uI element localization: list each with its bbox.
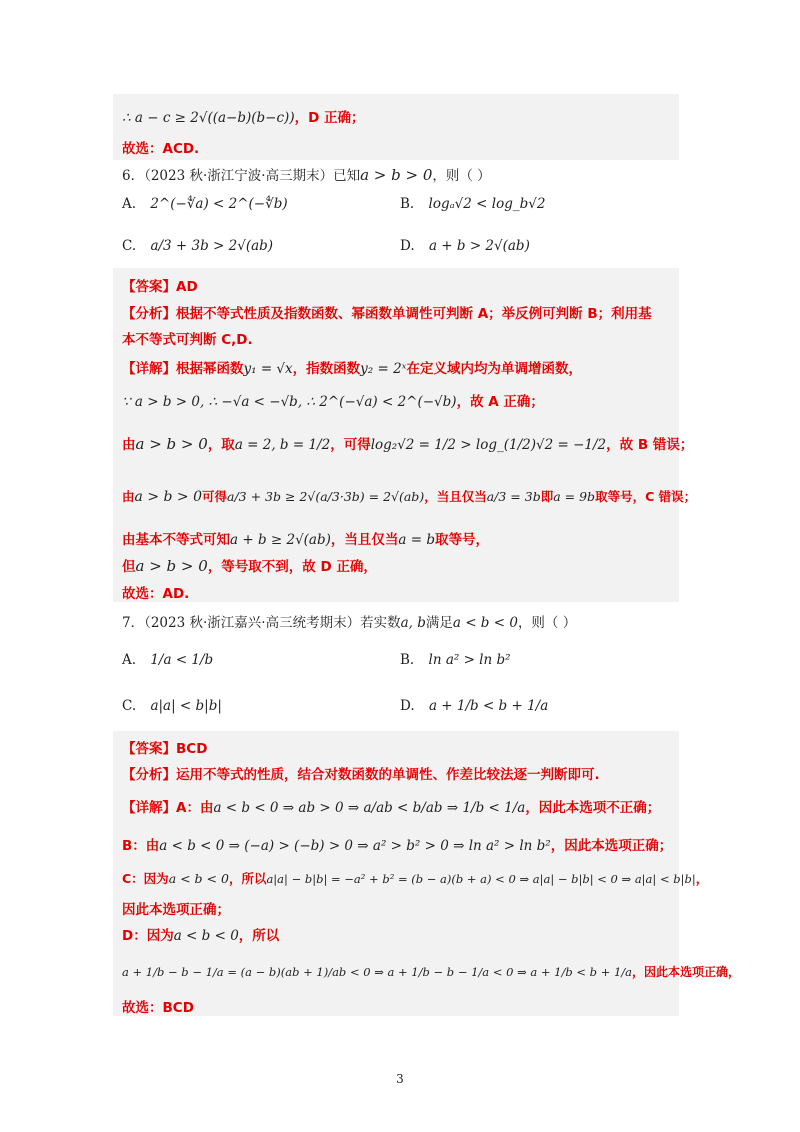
q7-stem-m1: a, b <box>400 615 426 631</box>
q6-d4-b: 可得 <box>202 489 228 504</box>
q6-analysis-2: 本不等式可判断 C,D. <box>122 332 253 348</box>
q6-d6-m: a > b > 0 <box>135 557 208 575</box>
q7-stem <box>122 611 576 631</box>
q6-stem-b: ，则（ ） <box>432 168 491 184</box>
q6-d3-m1: a > b > 0 <box>135 435 208 453</box>
q6-d4-m3: a/3 = 3b <box>486 489 541 504</box>
q7-stem-c: ，则（ ） <box>517 615 577 631</box>
q6-d3-d: ，故 B 错误； <box>606 437 694 453</box>
q6-detail-6 <box>122 555 377 575</box>
q6-option-c-label: C. <box>122 238 137 254</box>
q7-stem-a: 7．（2023 秋·浙江嘉兴·高三统考期末）若实数 <box>122 615 401 631</box>
q7-option-a <box>122 652 213 668</box>
q7-dc-m2: a|a| − b|b| = −a² + b² = (b − a)(b + a) < 0 ⇒ a|a| − b|b| < 0 ⇒ a|a| < b|b| <box>266 872 696 886</box>
q7-dc-b: ，所以 <box>228 871 267 886</box>
q6-d6-b: ，等号取不到，故 D 正确， <box>207 559 377 575</box>
prev-line-1 <box>122 106 365 126</box>
q6-stem-math: a > b > 0 <box>360 166 433 184</box>
q6-d5-m1: a + b ≥ 2√(ab) <box>230 532 331 548</box>
q7-dd-a: D：因为 <box>122 928 174 944</box>
q7-stem-m2: a < b < 0 <box>452 615 518 631</box>
q7-db-m: a < b < 0 ⇒ (−a) > (−b) > 0 ⇒ a² > b² > 0 ⇒ ln a² > ln b² <box>159 838 551 854</box>
q6-d3-b: ，取 <box>207 437 235 453</box>
q6-stem-a: 6．（2023 秋·浙江宁波·高三期末）已知 <box>122 168 361 184</box>
q7-option-c-label: C. <box>122 698 137 714</box>
q7-option-c-math: a|a| < b|b| <box>150 698 222 714</box>
q6-detail-3 <box>122 433 693 453</box>
q6-analysis-1: 【分析】根据不等式性质及指数函数、幂函数单调性可判断 A；举反例可判断 B；利用基 <box>122 306 652 322</box>
q6-d5-a: 由基本不等式可知 <box>122 532 230 548</box>
q6-detail-1 <box>122 357 582 377</box>
q6-d1-b: ，指数函数 <box>292 361 361 377</box>
q7-da-a: 【详解】A：由 <box>122 800 214 816</box>
q6-detail-5 <box>122 528 489 548</box>
q6-option-b-label: B. <box>400 196 415 212</box>
q6-d3-c: ，可得 <box>330 437 371 453</box>
prev-math: ∴ a − c ≥ 2√((a−b)(b−c)) <box>122 110 295 126</box>
q6-d1-c: 在定义域内均为单调增函数， <box>406 361 582 377</box>
q6-option-b-math: logₐ√2 < log_b√2 <box>428 196 546 212</box>
page-number: 3 <box>396 1072 404 1086</box>
q6-option-c-math: a/3 + 3b > 2√(ab) <box>150 238 274 254</box>
q6-d2-m: ∵ a > b > 0, ∴ −√a < −√b, ∴ 2^(−√a) < 2^(−√b) <box>122 394 457 410</box>
q6-option-d <box>400 238 530 254</box>
q6-d4-m4: a = 9b <box>553 489 596 504</box>
q6-d6-a: 但 <box>122 559 136 575</box>
q6-d4-d: 即 <box>540 489 554 504</box>
q6-option-c <box>122 238 273 254</box>
q7-dc-m1: a < b < 0 <box>168 871 229 886</box>
q6-d4-e: 取等号，C 错误； <box>595 489 697 504</box>
q6-answer: 【答案】AD <box>122 279 198 295</box>
q7-option-d-label: D. <box>400 698 415 714</box>
q6-d5-c: 取等号， <box>435 532 489 548</box>
q6-d3-m3: log₂√2 = 1/2 > log_(1/2)√2 = −1/2 <box>370 437 607 453</box>
q6-stem <box>122 164 491 184</box>
q7-da-b: ，因此本选项不正确； <box>525 800 661 816</box>
prev-final: 故选：ACD. <box>122 141 200 157</box>
q6-option-d-label: D. <box>400 238 415 254</box>
q7-db-a: B：由 <box>122 838 160 854</box>
q7-analysis: 【分析】运用不等式的性质，结合对数函数的单调性、作差比较法逐一判断即可. <box>122 767 600 783</box>
q7-detail-c2: 因此本选项正确； <box>122 902 230 918</box>
q6-d4-c: ，当且仅当 <box>424 489 487 504</box>
q6-final: 故选：AD. <box>122 586 190 602</box>
q7-answer: 【答案】BCD <box>122 741 208 757</box>
q7-option-c <box>122 698 222 714</box>
q7-stem-b: 满足 <box>425 615 453 631</box>
q6-d1-m1: y₁ = √x <box>243 361 293 377</box>
q7-detail-c <box>122 869 708 887</box>
q6-d2-t: ，故 A 正确； <box>456 394 544 410</box>
q6-option-d-math: a + b > 2√(ab) <box>428 238 530 254</box>
q7-detail-b <box>122 834 672 854</box>
q7-option-b <box>400 652 511 668</box>
q7-option-d-math: a + 1/b < b + 1/a <box>428 698 549 714</box>
q6-option-a <box>122 196 288 212</box>
q6-option-a-math: 2^(−∜a) < 2^(−∜b) <box>150 196 288 212</box>
q7-dd2-m: a + 1/b − b − 1/a = (a − b)(ab + 1)/ab < 0 ⇒ a + 1/b − b − 1/a < 0 ⇒ a + 1/b < b + 1/a <box>122 965 633 979</box>
q6-d3-m2: a = 2, b = 1/2 <box>234 437 331 453</box>
q7-da-m: a < b < 0 ⇒ ab > 0 ⇒ a/ab < b/ab ⇒ 1/b < 1/a <box>213 800 526 816</box>
q6-d4-m1: a > b > 0 <box>134 489 202 505</box>
q7-detail-a <box>122 796 660 816</box>
q7-db-b: ，因此本选项正确； <box>550 838 673 854</box>
q6-detail-2 <box>122 390 544 410</box>
q7-final: 故选：BCD <box>122 1000 194 1016</box>
q7-dc-a: C：因为 <box>122 871 169 886</box>
q7-option-b-math: ln a² > ln b² <box>428 652 511 668</box>
q6-d4-m2: a/3 + 3b ≥ 2√(a/3·3b) = 2√(ab) <box>227 489 425 504</box>
q6-d5-m2: a = b <box>398 532 435 548</box>
q7-dd2-t: ，因此本选项正确， <box>632 965 741 979</box>
prev-text: ，D 正确； <box>294 110 365 126</box>
q7-detail-d2 <box>122 963 740 980</box>
q7-dd-b: ，所以 <box>238 928 280 944</box>
q6-d3-a: 由 <box>122 437 136 453</box>
q6-detail-4 <box>122 487 696 505</box>
q7-detail-d <box>122 924 279 944</box>
q7-dc-c: ， <box>695 871 709 886</box>
q7-option-b-label: B. <box>400 652 415 668</box>
q7-option-a-label: A. <box>122 652 137 668</box>
q7-dd-m: a < b < 0 <box>173 928 239 944</box>
q6-d4-a: 由 <box>122 489 135 504</box>
q6-d1-a: 【详解】根据幂函数 <box>122 361 244 377</box>
q6-option-b <box>400 196 545 212</box>
q7-option-a-math: 1/a < 1/b <box>150 652 214 668</box>
q7-option-d <box>400 698 548 714</box>
q6-option-a-label: A. <box>122 196 137 212</box>
q6-d1-m2: y₂ = 2ˣ <box>360 361 407 377</box>
q6-d5-b: ，当且仅当 <box>330 532 399 548</box>
